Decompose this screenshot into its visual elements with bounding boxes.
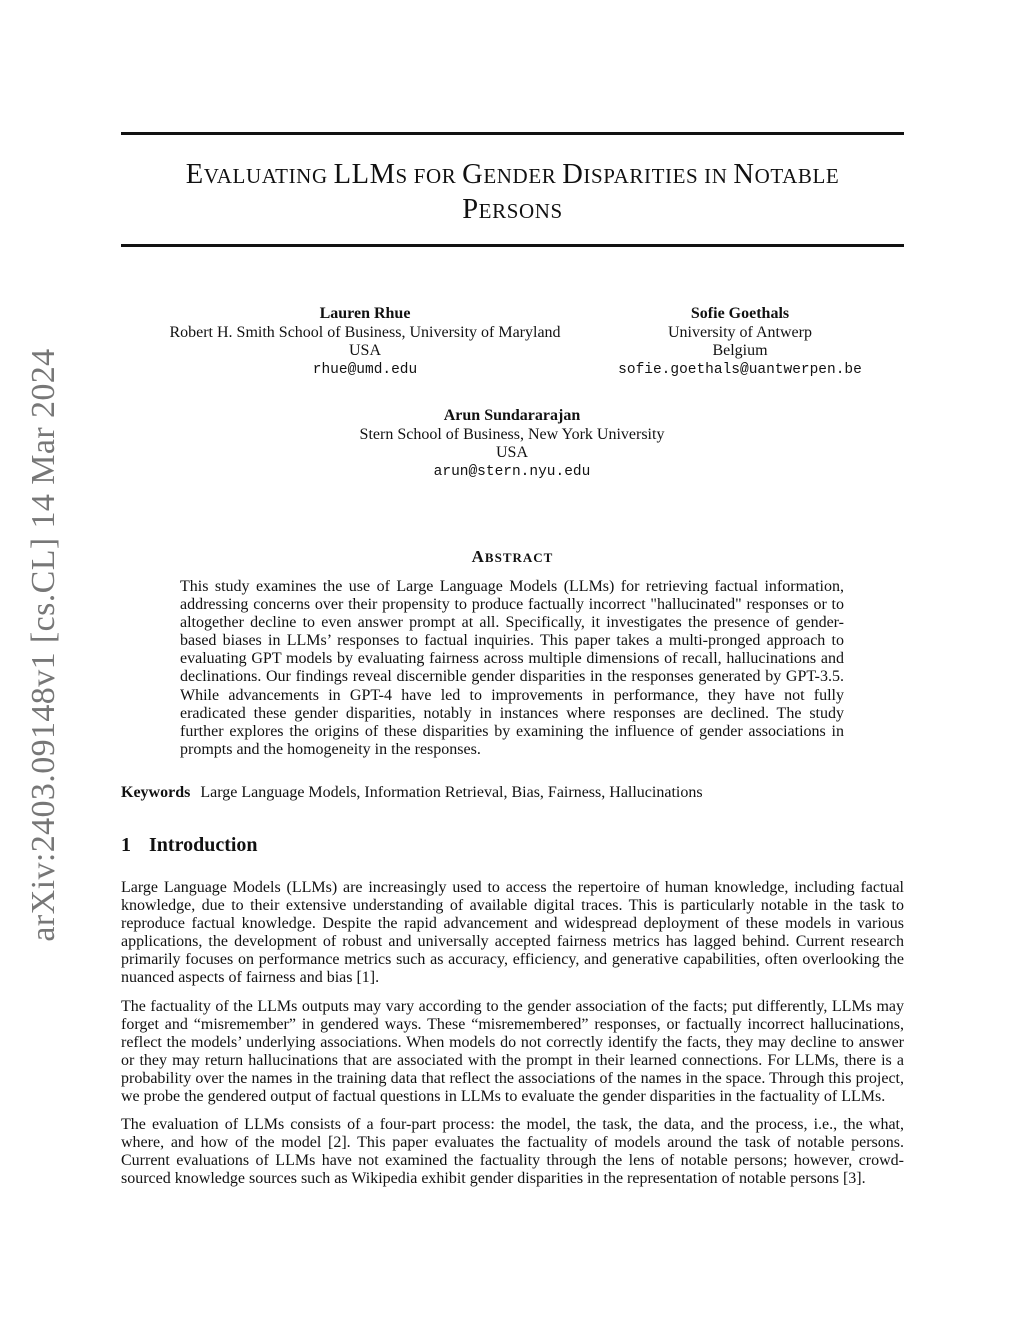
title-bottom-rule [121,244,904,247]
paper-title [121,158,904,228]
section-heading-introduction [121,834,258,857]
author-name: Sofie Goethals [690,305,790,322]
abstract-text: This study examines the use of Large Language Models (LLMs) for retrieving factual information, addressing concerns over their propensity to produce factually incorrect "hallucinated" responses or to altogether decline to even answer prompt at all. Specifically, it investigates the presence of gender-based biases in LLMs’ responses to factual inquiries. This paper takes a multi-pronged approach to evaluating GPT models by evaluating fairness across multiple dimensions of recall, hallucinations and declinations. Our findings reveal discernible gender disparities in the responses generated by GPT-3.5. While advancements in GPT-4 have led to improvements in performance, they have not fully eradicated these gender disparities, notably in instances where responses are declined. The study further explores the origins of these disparities by examining the influence of gender associations in prompts and the homogeneity in the responses. [180,578,844,758]
title-line-1: EVALUATING LLMS FOR GENDER DISPARITIES IN NOTABLE [185,159,840,190]
keywords-label: Keywords [121,784,191,801]
author-email[interactable]: arun@stern.nyu.edu [433,463,591,480]
author-block-2 [590,305,890,379]
title-line-2: PERSONS [462,194,563,225]
author-block-3 [262,407,762,481]
abstract-heading: ABSTRACT [471,547,554,566]
author-country: Belgium [712,342,768,359]
arxiv-identifier: arXiv:2403.09148v1 [cs.CL] 14 Mar 2024 [25,348,62,942]
author-name: Lauren Rhue [319,305,411,322]
keywords-text: Large Language Models, Information Retrieval, Bias, Fairness, Hallucinations [200,784,703,801]
keywords-line [121,784,703,802]
author-country: USA [348,342,381,359]
paragraph: Large Language Models (LLMs) are increasingly used to access the repertoire of human knowledge, including factual knowledge, due to their extensive understanding of available digital traces. This is particularly notable in the task to reproduce factual knowledge. Despite the rapid advancement and widespread deployment of these models in various applications, the development of robust and universally accepted fairness metrics has lagged behind. Current research primarily focuses on performance metrics such as accuracy, efficiency, and generative capabilities, often overlooking the nuanced aspects of fairness and bias [1]. [121,879,904,987]
author-block-1 [140,305,590,379]
author-affiliation: Robert H. Smith School of Business, University of Maryland [169,323,561,341]
author-email[interactable]: sofie.goethals@uantwerpen.be [618,361,862,378]
title-top-rule [121,132,904,135]
author-email[interactable]: rhue@umd.edu [312,361,418,378]
introduction-body [121,879,904,1199]
section-title: Introduction [149,834,258,856]
paragraph: The evaluation of LLMs consists of a four-part process: the model, the task, the data, and the process, i.e., the what, where, and how of the model [2]. This paper evaluates the factuality of models around the task of notable persons. Current evaluations of LLMs have not examined the factuality through the lens of notable persons; however, crowd-sourced knowledge sources such as Wikipedia exhibit gender disparities in the representation of notable persons [3]. [121,1116,904,1188]
author-country: USA [495,444,528,461]
author-affiliation: University of Antwerp [668,323,812,341]
author-name: Arun Sundararajan [443,407,581,424]
paragraph: The factuality of the LLMs outputs may vary according to the gender association of the facts; put differently, LLMs may forget and “misremember” in gendered ways. These “misremembered” responses, or factually incorrect hallucinations, reflect the models’ underlying associations. When models do not correctly identify the facts, they may decline to answer or they may return hallucinations that are associated with the prompt in their learned connections. For LLMs, there is a probability over the names in the training data that reflect the associations of the names in the space. Through this project, we probe the gendered output of factual questions in LLMs to evaluate the gender disparities in the factuality of LLMs. [121,997,904,1106]
section-number: 1 [121,834,131,856]
author-affiliation: Stern School of Business, New York University [359,425,665,443]
